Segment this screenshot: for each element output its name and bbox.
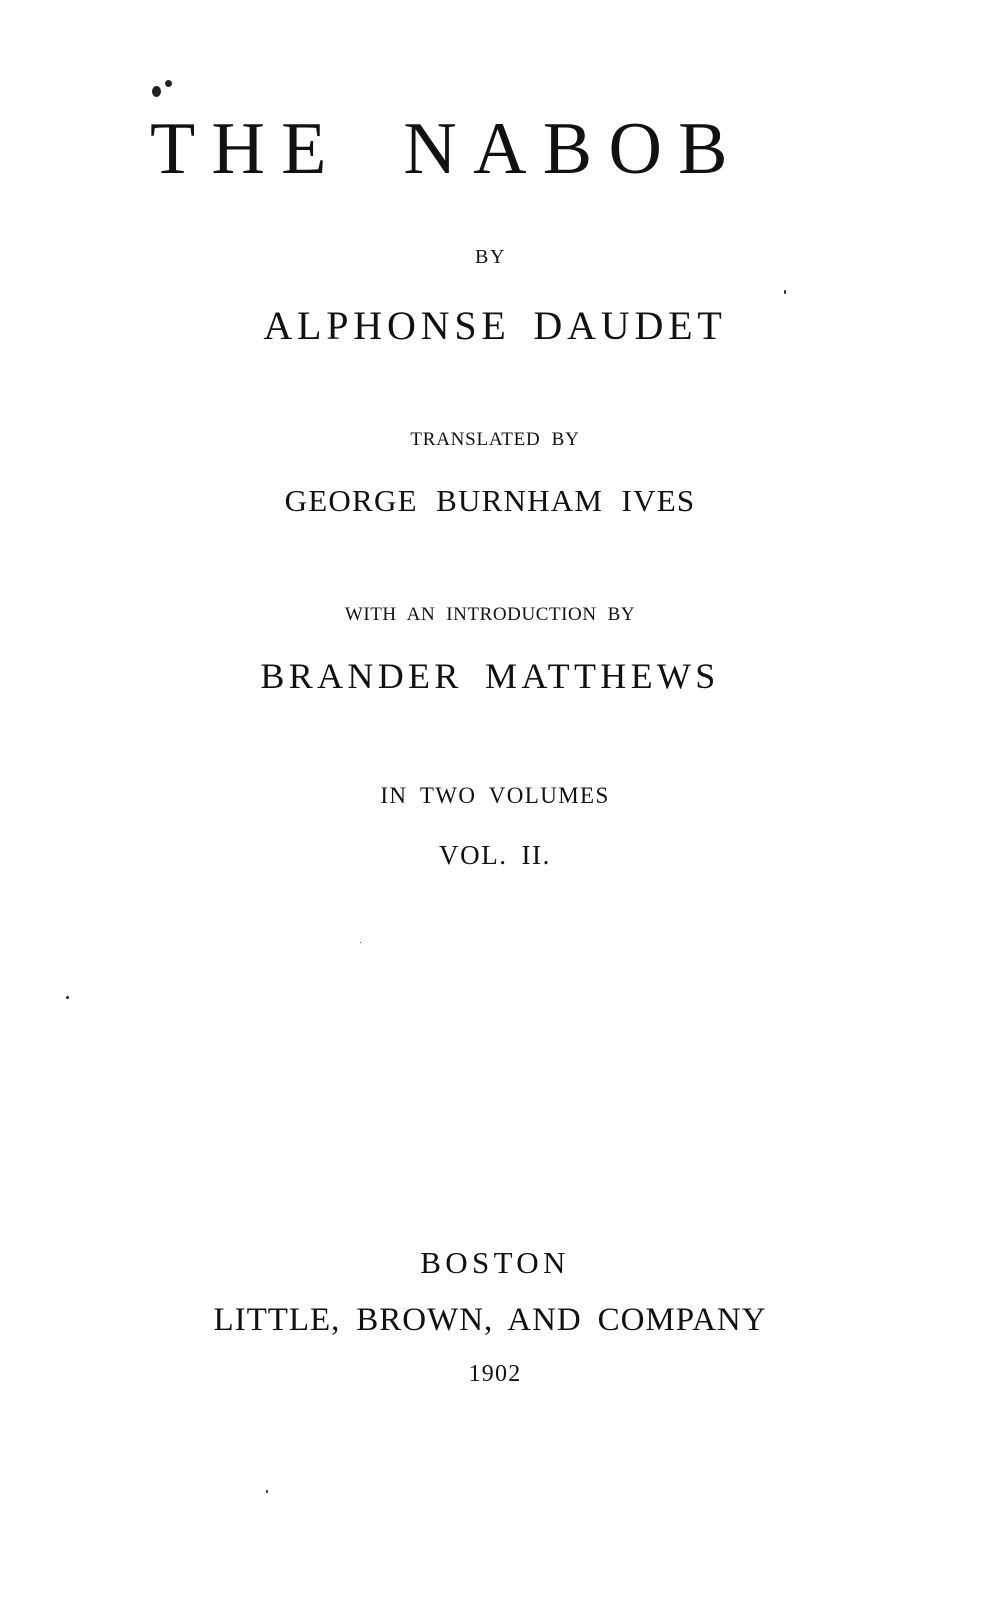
ink-speck [784, 290, 786, 294]
ink-speck [266, 1490, 268, 1493]
translator-name: GEORGE BURNHAM IVES [284, 483, 696, 518]
by-label: BY [475, 246, 506, 268]
introducer-name: BRANDER MATTHEWS [260, 656, 720, 696]
translated-by-label: TRANSLATED BY [410, 429, 580, 450]
ink-speck [66, 996, 69, 999]
ink-speck [165, 80, 172, 87]
introduction-by-label: WITH AN INTRODUCTION BY [344, 604, 636, 625]
publisher-name: LITTLE, BROWN, AND COMPANY [213, 1302, 767, 1338]
ink-speck [360, 942, 361, 943]
publisher-city: BOSTON [420, 1245, 570, 1280]
volume-number: VOL. II. [438, 840, 552, 870]
author-name: ALPHONSE DAUDET [263, 303, 727, 348]
ink-speck [152, 86, 161, 97]
volumes-note: IN TWO VOLUMES [380, 783, 610, 808]
publication-year: 1902 [468, 1361, 522, 1387]
book-title: THE NABOB [150, 108, 744, 190]
